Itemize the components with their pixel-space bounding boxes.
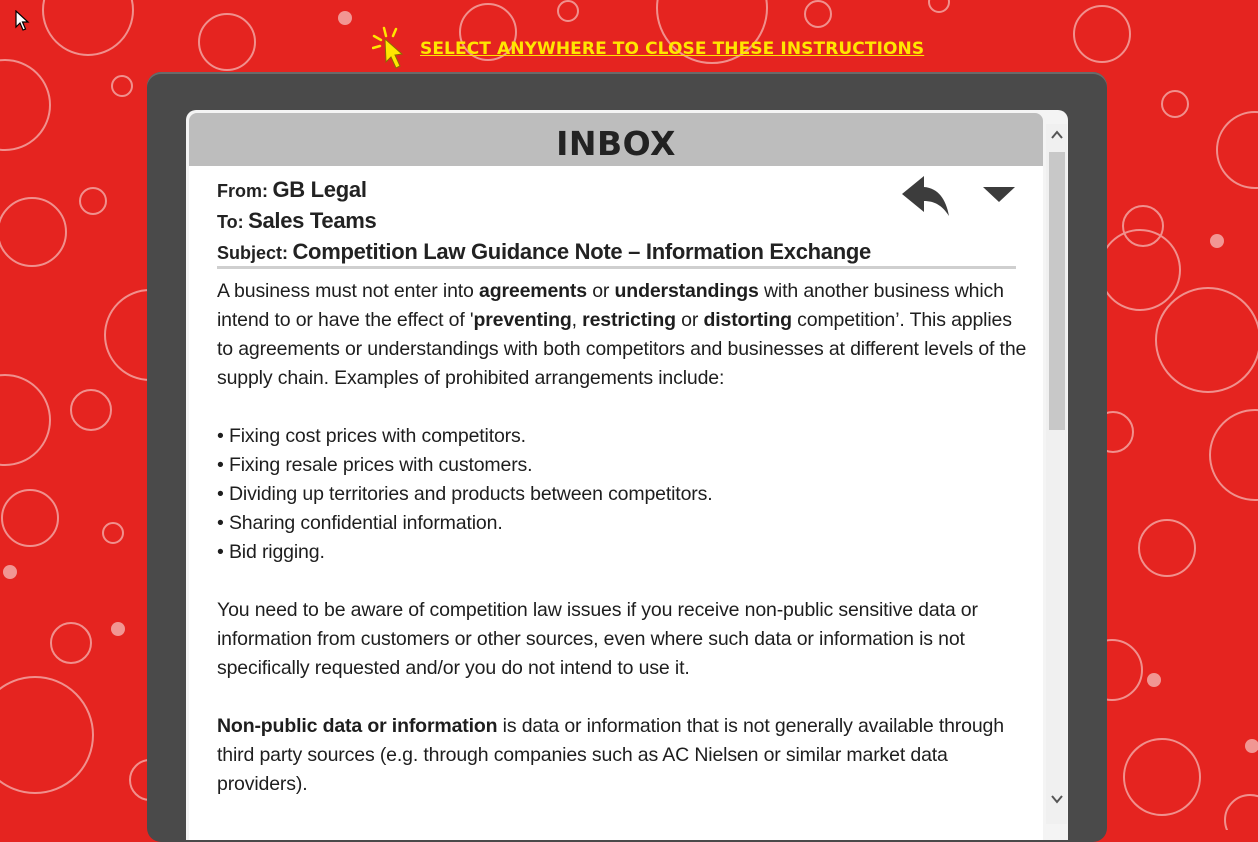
- body-text-run: ,: [571, 309, 583, 331]
- list-item: • Sharing confidential information.: [217, 509, 1027, 538]
- from-row: [217, 174, 871, 205]
- dropdown-triangle-icon[interactable]: [980, 180, 1018, 208]
- body-bold-run: distorting: [703, 309, 792, 331]
- list-item: • Fixing resale prices with customers.: [217, 451, 1027, 480]
- email-body: [217, 277, 1027, 799]
- body-bold-run: agreements: [479, 280, 587, 302]
- inbox-title: INBOX: [556, 124, 676, 163]
- to-label: To:: [217, 212, 244, 232]
- email-meta: [217, 174, 871, 267]
- chevron-up-icon: [1050, 130, 1064, 140]
- body-text-run: competition’. This applies to agreements or understandings with both competitors and businesses at different levels of the supply chain. Examples of prohibited arrangements include:: [217, 309, 1027, 389]
- scrollbar-thumb[interactable]: [1049, 152, 1065, 430]
- scroll-up-button[interactable]: [1046, 124, 1067, 146]
- chevron-down-icon: [1050, 794, 1064, 804]
- list-item: • Dividing up territories and products between competitors.: [217, 480, 1027, 509]
- body-text-run: with another business which intend to or have the effect of ': [217, 280, 1004, 331]
- close-instructions-link[interactable]: [372, 24, 924, 74]
- from-label: From:: [217, 181, 268, 201]
- body-paragraph-1: [217, 277, 1027, 393]
- click-pointer-icon: [372, 26, 410, 72]
- subject-label: Subject:: [217, 243, 289, 263]
- body-paragraph-3: [217, 712, 1027, 799]
- body-bold-run: understandings: [614, 280, 759, 302]
- to-row: [217, 205, 871, 236]
- subject-value: Competition Law Guidance Note – Information Exchange: [292, 239, 871, 264]
- body-text-run: or: [675, 309, 704, 331]
- body-bold-run: restricting: [582, 309, 676, 331]
- scrollbar[interactable]: [1046, 124, 1067, 824]
- subject-row: [217, 236, 871, 267]
- mouse-pointer-icon: [15, 10, 31, 32]
- body-text-run: is data or information that is not generally available through third party sources (e.g. through companies such as AC Nielsen or similar market data providers).: [217, 715, 1004, 795]
- scroll-down-button[interactable]: [1046, 788, 1067, 810]
- body-bold-run: Non-public data or information: [217, 715, 498, 737]
- body-text-run: A business must not enter into: [217, 280, 479, 302]
- from-value: GB Legal: [272, 177, 367, 202]
- body-paragraph-2: You need to be aware of competition law issues if you receive non-public sensitive data or information from customers or other sources, even where such data or information is not specifically requested and/or you do not intend to use it.: [217, 599, 978, 679]
- inbox-header: [189, 113, 1043, 166]
- list-item: • Bid rigging.: [217, 538, 1027, 567]
- prohibited-list: [217, 422, 1027, 567]
- reply-arrow-icon[interactable]: [898, 172, 952, 218]
- body-bold-run: preventing: [473, 309, 572, 331]
- list-item: • Fixing cost prices with competitors.: [217, 422, 1027, 451]
- instructions-label[interactable]: SELECT ANYWHERE TO CLOSE THESE INSTRUCTIONS: [420, 39, 925, 59]
- header-divider: [217, 266, 1016, 269]
- to-value: Sales Teams: [248, 208, 377, 233]
- body-text-run: or: [586, 280, 615, 302]
